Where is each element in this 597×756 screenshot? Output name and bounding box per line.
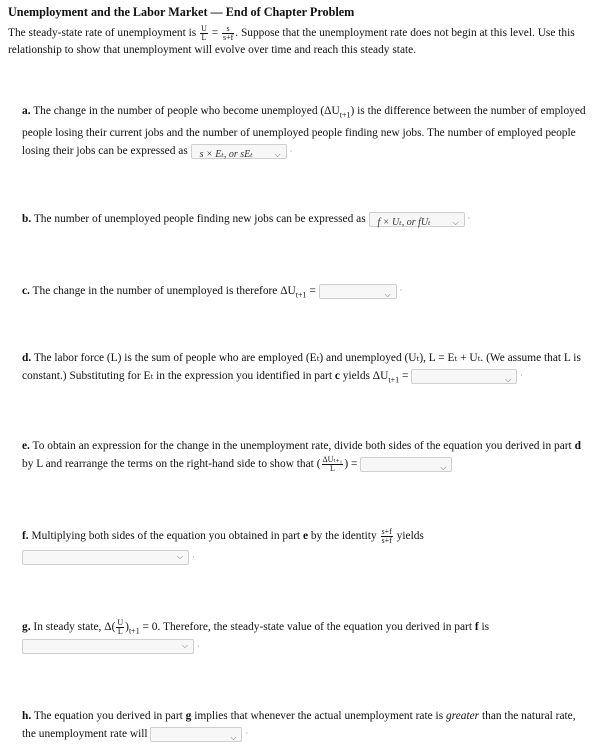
chevron-down-icon: ⌵ — [181, 641, 188, 650]
chevron-down-icon: ⌵ — [230, 732, 237, 742]
dot-icon: · — [467, 214, 471, 224]
question-b: b. The number of unemployed people finding new jobs can be expressed as f × Uₜ, or fUₜ ⌵ · — [22, 210, 587, 228]
fraction-delta-u-over-l: $\frac{\text{ΔUₜ₊₁}}{L}$ — [322, 454, 343, 473]
intro-paragraph: The steady-state rate of unemployment is $\frac{U}{L}$ = $\frac{s}{s+f}$ . Suppose that the unemployment rate does not begin at this level. Use this relationship to show that unemployment will evolve over time and reach this steady state. — [8, 24, 575, 57]
answer-c-select[interactable] — [319, 284, 397, 299]
dot-icon: · — [289, 146, 293, 156]
page-title: Unemployment and the Labor Market — End of Chapter Problem — [8, 5, 355, 19]
dot-icon: · — [192, 553, 195, 562]
answer-g-row — [22, 639, 200, 654]
question-d: d. The labor force (L) is the sum of people who are employed (Eₜ) and unemployed (Uₜ), L = Eₜ + Uₜ. (We assume that L is constant.) Substituting for Eₜ in the expression you identified in part c yields $\Delta U_{t+1}$ = ⌵ · — [22, 349, 587, 389]
chevron-down-icon: ⌵ — [176, 552, 183, 561]
answer-b-select[interactable]: f × Uₜ, or fUₜ ⌵ — [369, 212, 465, 227]
chevron-down-icon: ⌵ — [384, 289, 391, 299]
dot-icon: · — [399, 286, 403, 296]
answer-d-select[interactable] — [411, 369, 517, 384]
answer-f-row — [22, 550, 195, 565]
dot-icon: · — [520, 371, 523, 381]
question-c: c. The change in the number of unemployed is therefore $\Delta U_{t+1}$ = ⌵ · — [22, 282, 587, 304]
answer-g-select[interactable] — [22, 639, 194, 654]
dot-icon: · — [245, 729, 249, 739]
fraction-identity: $\frac{s+f}{s+f}$ — [381, 526, 392, 545]
question-h: h. The equation you derived in part g implies that whenever the actual unemployment rate is greater than the natural rate, the unemployment rate will ⌵ · — [22, 707, 587, 743]
fraction-u-over-l: $\frac{U}{L}$ — [117, 617, 124, 636]
chevron-down-icon: ⌵ — [505, 374, 512, 384]
chevron-down-icon: ⌵ — [452, 217, 459, 227]
question-f: f. Multiplying both sides of the equation you obtained in part e by the identity $\frac{s+f}{s+f}$ yields — [22, 526, 424, 545]
answer-a-select[interactable]: s × Eₜ, or sEₜ ⌵ — [191, 144, 287, 159]
chevron-down-icon: ⌵ — [440, 462, 447, 472]
question-a: a. The change in the number of people who become unemployed $(\Delta U_{t+1})$ is the difference between the number of employed people losing their current jobs and the number of unemployed people finding new jobs. The number of employed people losing their jobs can be expressed as s × Eₜ, or sEₜ ⌵ · — [22, 102, 587, 161]
answer-e-select[interactable] — [360, 457, 452, 472]
question-e: e. To obtain an expression for the change in the unemployment rate, divide both sides of the equation you derived in part d by L and rearrange the terms on the right-hand side to show that ( $\frac{\text{ΔUₜ₊₁}}{L}$ ) = ⌵ — [22, 437, 587, 473]
fraction-u-over-l: $\frac{U}{L}$ — [201, 24, 207, 42]
fraction-s-over-sf: $\frac{s}{s+f}$ — [222, 24, 234, 42]
chevron-down-icon: ⌵ — [274, 150, 281, 160]
answer-h-select[interactable] — [150, 727, 242, 742]
question-g: g. In steady state, Δ( $\frac{U}{L}$ )$_{t+1} = 0$. Therefore, the steady-state value of the equation you derived in part f is — [22, 617, 490, 636]
dot-icon: · — [197, 642, 200, 651]
answer-f-select[interactable] — [22, 550, 189, 565]
